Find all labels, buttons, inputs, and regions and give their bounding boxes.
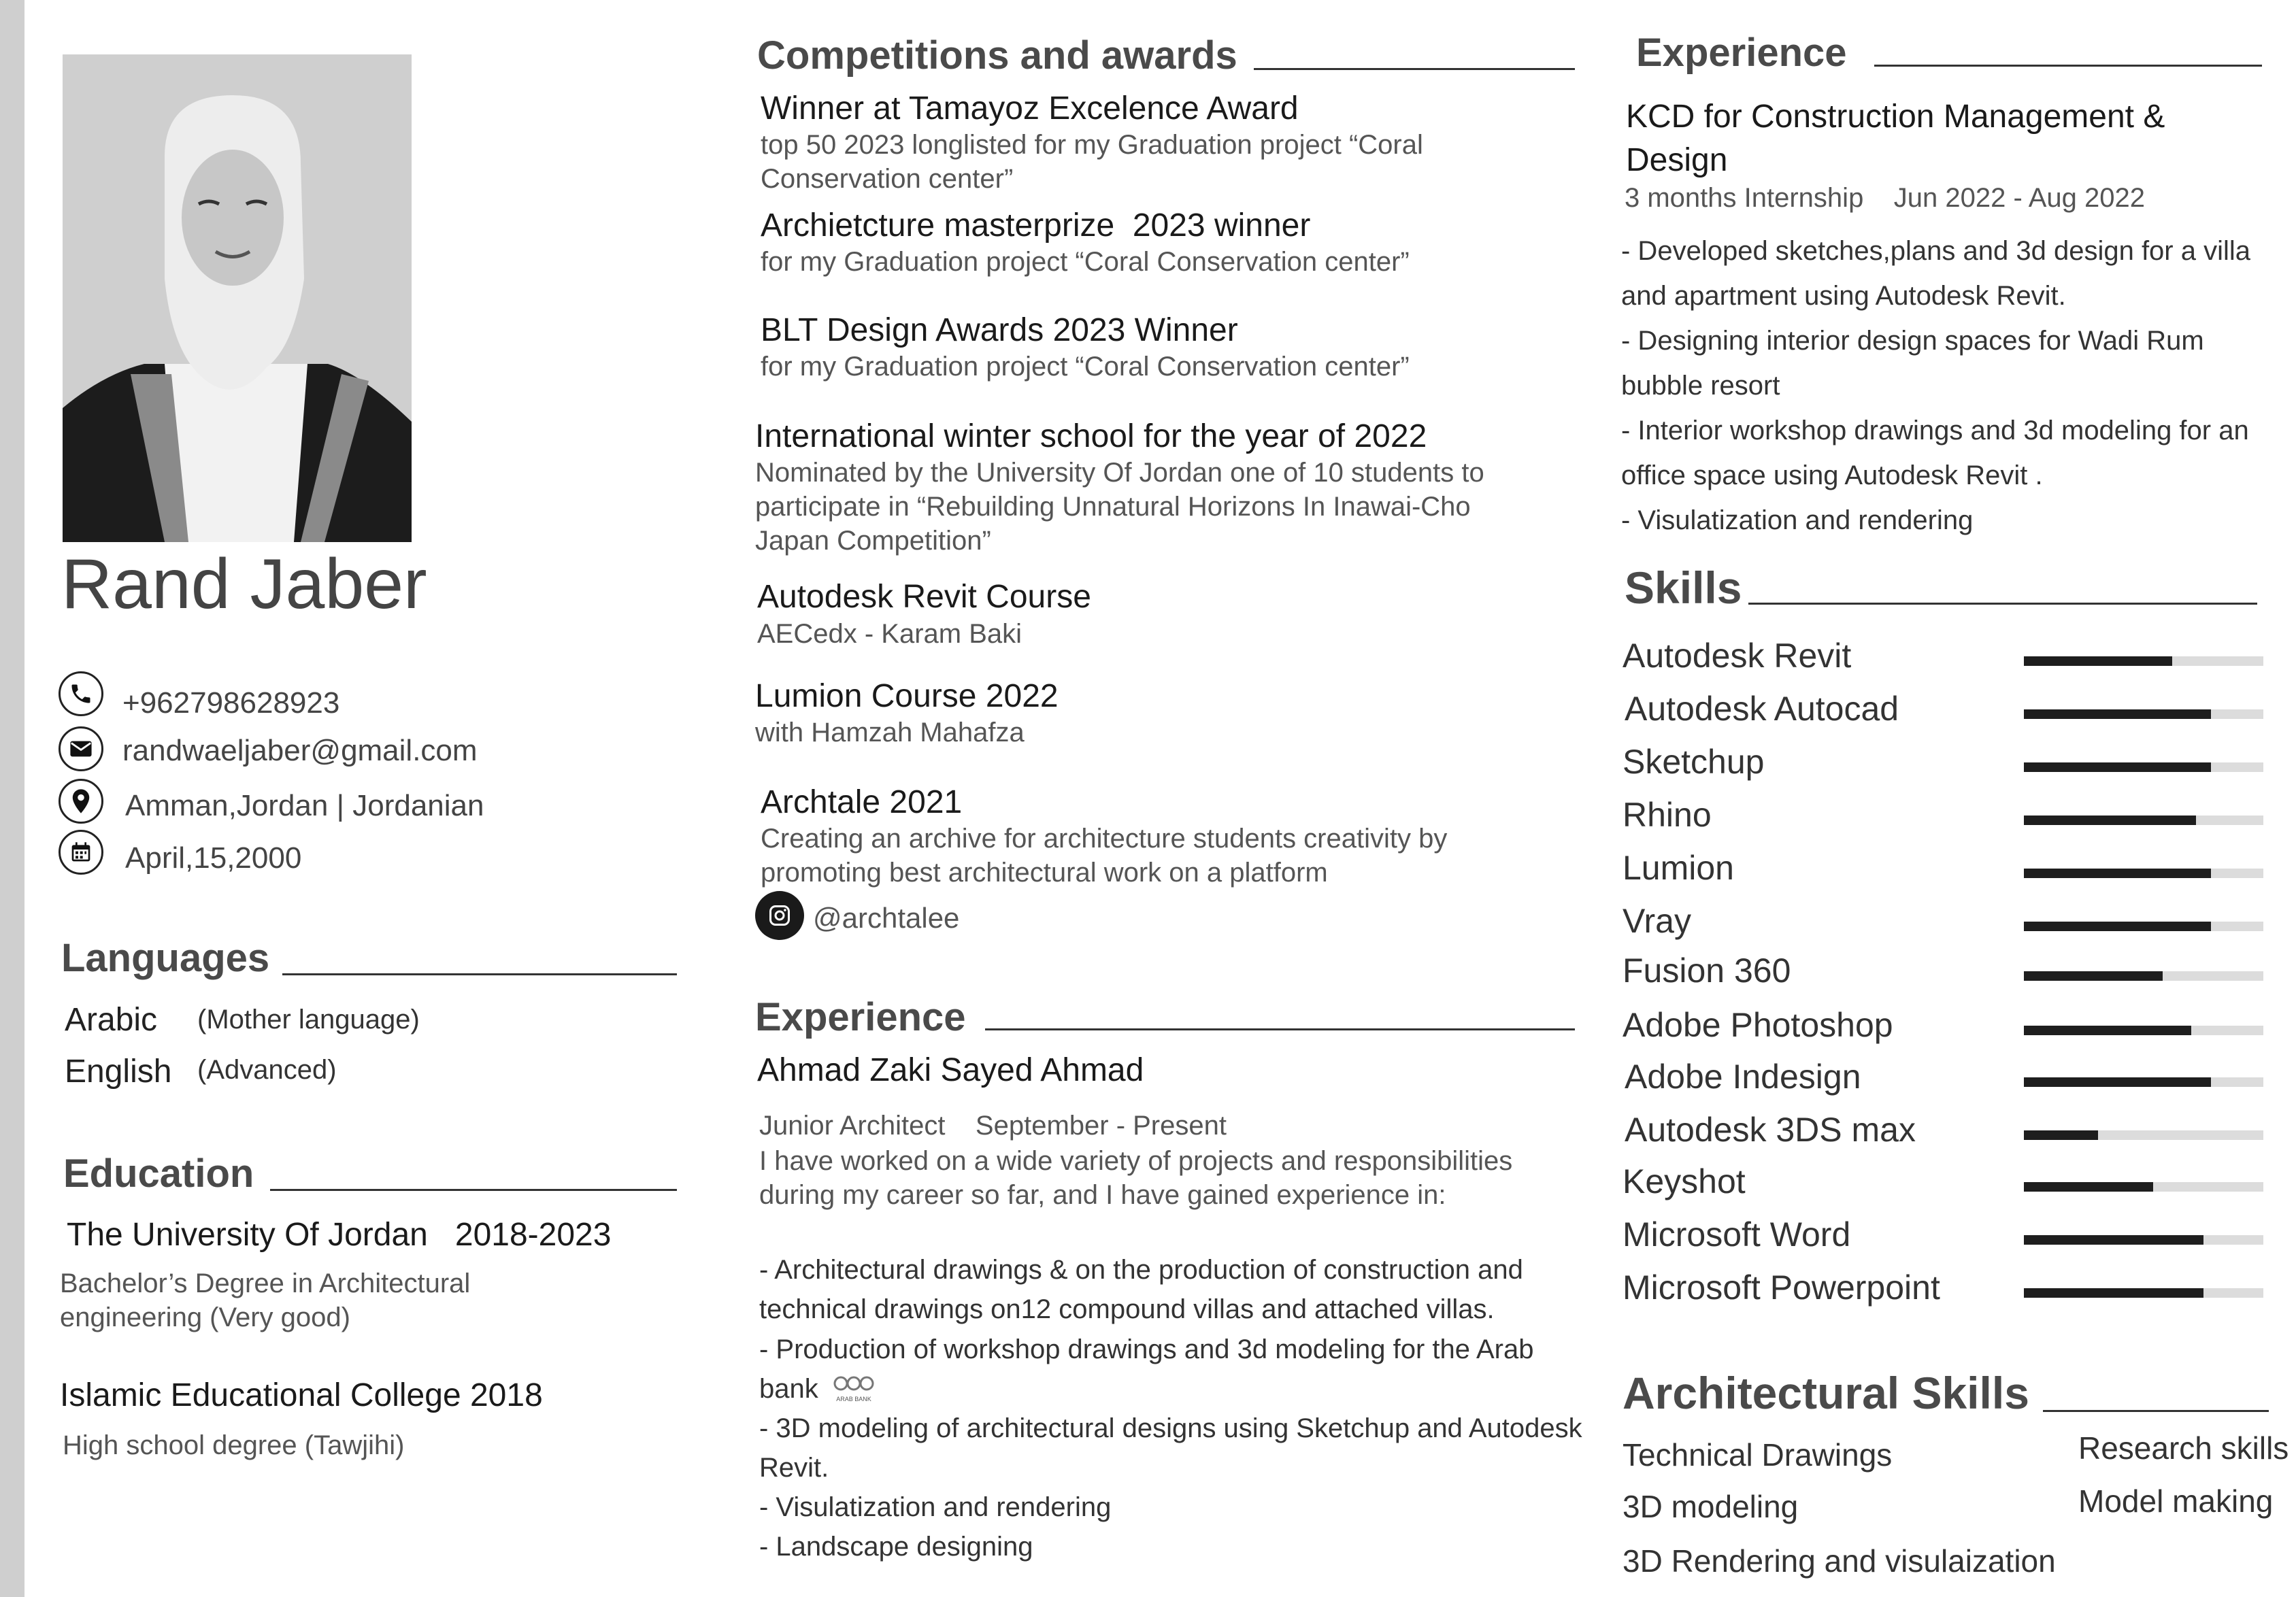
- skill-level-bar: [2024, 1077, 2263, 1087]
- award-title: Archietcture masterprize 2023 winner: [761, 207, 1311, 243]
- skill-level-bar: [2024, 762, 2263, 772]
- skill-level-fill: [2024, 971, 2163, 981]
- languages-heading: Languages: [61, 936, 270, 980]
- skill-level-fill: [2024, 869, 2211, 878]
- skill-level-bar: [2024, 816, 2263, 825]
- language-name: English: [65, 1054, 172, 1090]
- experience-heading: Experience: [755, 995, 966, 1039]
- skill-name: Microsoft Word: [1623, 1215, 1851, 1254]
- architectural-skill: 3D Rendering and visulaization: [1623, 1543, 2056, 1579]
- experience-bullet: - 3D modeling of architectural designs using Sketchup and Autodesk Revit.: [759, 1413, 1582, 1483]
- instagram-handle: @archtalee: [813, 902, 960, 934]
- skill-level-bar: [2024, 869, 2263, 878]
- experience-bullet: - Visulatization and rendering: [759, 1492, 1112, 1522]
- award-title: Lumion Course 2022: [755, 678, 1059, 714]
- instagram-icon: [755, 891, 804, 940]
- location-pin-icon: [59, 779, 103, 824]
- award-detail: for my Graduation project “Coral Conservation center”: [761, 352, 1410, 382]
- skill-level-bar: [2024, 656, 2263, 666]
- experience-intro: I have worked on a wide variety of projects and responsibilities during my career so far, and I have gained experience in:: [759, 1146, 1513, 1210]
- experience-right-role: 3 months Internship Jun 2022 - Aug 2022: [1625, 183, 2145, 213]
- skill-level-bar: [2024, 1235, 2263, 1245]
- skills-heading: Skills: [1625, 562, 1742, 613]
- skill-name: Keyshot: [1623, 1162, 1746, 1200]
- education-rule: [270, 1189, 677, 1191]
- experience-right-rule: [1874, 65, 2262, 67]
- skill-level-fill: [2024, 1026, 2191, 1035]
- architectural-skills-rule: [2043, 1410, 2269, 1412]
- skill-level-fill: [2024, 1130, 2098, 1140]
- skill-level-fill: [2024, 1182, 2153, 1192]
- award-detail: for my Graduation project “Coral Conservation center”: [761, 247, 1410, 277]
- skill-name: Microsoft Powerpoint: [1623, 1268, 1940, 1307]
- education-detail: Bachelor’s Degree in Architectural engineering (Very good): [60, 1268, 471, 1332]
- skill-level-bar: [2024, 922, 2263, 931]
- award-detail: top 50 2023 longlisted for my Graduation project “Coral Conservation center”: [761, 130, 1423, 194]
- skill-name: Autodesk Revit: [1623, 637, 1852, 675]
- birthdate-text: April,15,2000: [125, 841, 302, 875]
- skill-level-fill: [2024, 762, 2211, 772]
- skills-rule: [1748, 603, 2257, 605]
- arab-bank-logo: [831, 1373, 876, 1405]
- awards-rule: [1254, 68, 1575, 70]
- languages-rule: [282, 973, 677, 975]
- skill-level-fill: [2024, 1077, 2211, 1087]
- skill-level-fill: [2024, 709, 2211, 719]
- skill-level-fill: [2024, 1288, 2203, 1298]
- awards-heading: Competitions and awards: [757, 33, 1237, 78]
- experience-company: Ahmad Zaki Sayed Ahmad: [757, 1052, 1144, 1088]
- skill-level-fill: [2024, 922, 2211, 931]
- architectural-skill: Research skills: [2078, 1430, 2289, 1466]
- location-text: Amman,Jordan | Jordanian: [125, 789, 484, 822]
- svg-text:ARAB BANK: ARAB BANK: [836, 1396, 871, 1402]
- experience-right-bullet: - Visulatization and rendering: [1621, 505, 1974, 535]
- skill-name: Adobe Indesign: [1625, 1058, 1861, 1096]
- skill-level-bar: [2024, 1130, 2263, 1140]
- education-school: Islamic Educational College 2018: [60, 1377, 543, 1413]
- skill-name: Rhino: [1623, 796, 1712, 834]
- skill-level-bar: [2024, 1182, 2263, 1192]
- skill-level-bar: [2024, 971, 2263, 981]
- skill-level-bar: [2024, 709, 2263, 719]
- award-title: BLT Design Awards 2023 Winner: [761, 312, 1238, 348]
- award-title: International winter school for the year of 2022: [755, 418, 1427, 454]
- architectural-skill: Technical Drawings: [1623, 1437, 1893, 1473]
- skill-level-fill: [2024, 816, 2196, 825]
- left-edge-strip: [0, 0, 24, 1597]
- architectural-skill: Model making: [2078, 1483, 2274, 1519]
- skill-name: Adobe Photoshop: [1623, 1006, 1893, 1044]
- award-detail: with Hamzah Mahafza: [755, 718, 1025, 747]
- email-address: randwaeljaber@gmail.com: [122, 734, 478, 767]
- skill-level-bar: [2024, 1288, 2263, 1298]
- skill-level-bar: [2024, 1026, 2263, 1035]
- experience-right-company: KCD for Construction Management & Design: [1626, 99, 2165, 178]
- education-detail: High school degree (Tawjihi): [63, 1430, 405, 1460]
- language-level: (Mother language): [197, 1005, 420, 1035]
- phone-icon: [59, 671, 103, 716]
- experience-rule: [985, 1028, 1575, 1030]
- experience-right-bullet: - Designing interior design spaces for Wadi Rum bubble resort: [1621, 326, 2204, 401]
- skill-name: Sketchup: [1623, 743, 1765, 781]
- education-heading: Education: [63, 1151, 254, 1196]
- experience-right-bullet: - Developed sketches,plans and 3d design for a villa and apartment using Autodesk Revit.: [1621, 236, 2250, 311]
- award-detail: Nominated by the University Of Jordan one of 10 students to participate in “Rebuilding Unnatural Horizons In Inawai-Cho Japan Competition”: [755, 458, 1484, 556]
- language-level: (Advanced): [197, 1055, 337, 1085]
- experience-right-bullets: [1621, 229, 2261, 543]
- experience-bullet: - Production of workshop drawings and 3d modeling for the Arab bank: [759, 1334, 1534, 1404]
- skill-level-fill: [2024, 656, 2172, 666]
- candidate-name: Rand Jaber: [61, 545, 427, 624]
- architectural-skills-heading: Architectural Skills: [1623, 1368, 2029, 1418]
- award-detail: AECedx - Karam Baki: [757, 619, 1022, 649]
- award-title: Archtale 2021: [761, 784, 963, 820]
- skill-name: Autodesk Autocad: [1625, 690, 1899, 728]
- experience-bullet: - Landscape designing: [759, 1532, 1033, 1562]
- profile-photo: [63, 54, 412, 542]
- calendar-icon: [59, 830, 103, 875]
- language-name: Arabic: [65, 1002, 158, 1038]
- experience-right-heading: Experience: [1636, 31, 1847, 75]
- skill-name: Lumion: [1623, 849, 1734, 887]
- skill-name: Vray: [1623, 902, 1691, 940]
- experience-role: Junior Architect September - Present: [759, 1111, 1227, 1141]
- experience-bullet: - Architectural drawings & on the production of construction and technical drawings on12 compound villas and attached villas.: [759, 1255, 1523, 1324]
- award-detail: Creating an archive for architecture students creativity by promoting best architectural work on a platform: [761, 824, 1448, 888]
- skill-name: Fusion 360: [1623, 952, 1791, 990]
- award-title: Autodesk Revit Course: [757, 579, 1091, 615]
- experience-right-bullet: - Interior workshop drawings and 3d modeling for an office space using Autodesk Revit .: [1621, 416, 2249, 490]
- education-school: The University Of Jordan 2018-2023: [67, 1217, 612, 1253]
- phone-number: +962798628923: [122, 686, 340, 720]
- skill-level-fill: [2024, 1235, 2203, 1245]
- architectural-skill: 3D modeling: [1623, 1489, 1799, 1524]
- award-title: Winner at Tamayoz Excelence Award: [761, 90, 1299, 127]
- skill-name: Autodesk 3DS max: [1625, 1111, 1916, 1149]
- mail-icon: [59, 726, 103, 771]
